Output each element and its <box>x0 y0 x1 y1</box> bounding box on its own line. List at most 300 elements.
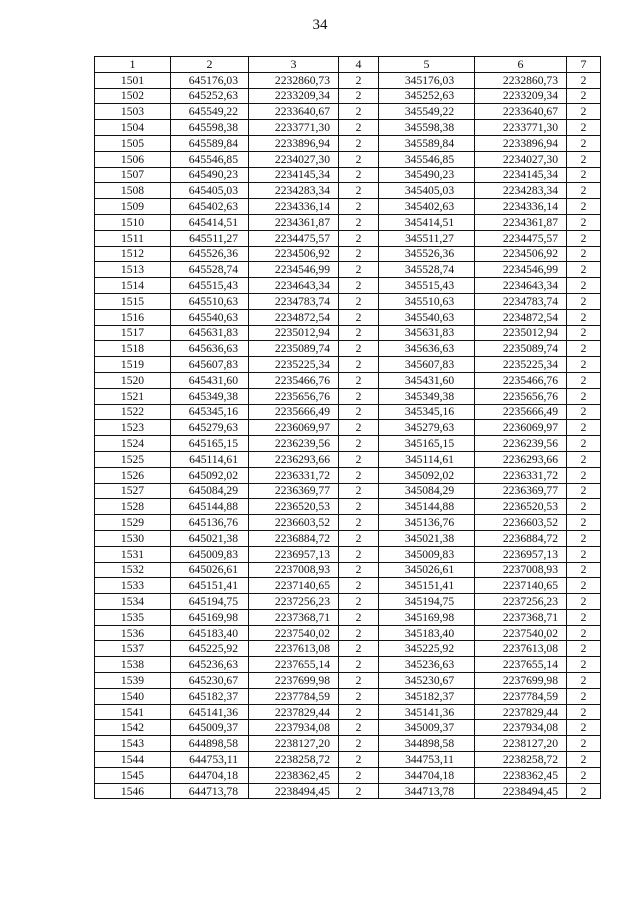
y-coordinate-alt-cell: 2233771,30 <box>475 120 567 136</box>
x-coordinate-alt-cell: 345165,15 <box>379 436 475 452</box>
x-coordinate-cell: 645225,92 <box>171 641 249 657</box>
method-cell: 2 <box>567 467 601 483</box>
method-cell: 2 <box>567 752 601 768</box>
y-coordinate-alt-cell: 2237784,59 <box>475 688 567 704</box>
x-coordinate-alt-cell: 345345,16 <box>379 404 475 420</box>
table-row <box>95 752 601 768</box>
accuracy-class-cell: 2 <box>339 625 379 641</box>
x-coordinate-alt-cell: 345526,36 <box>379 246 475 262</box>
method-cell: 2 <box>567 341 601 357</box>
accuracy-class-cell: 2 <box>339 704 379 720</box>
y-coordinate-cell: 2236884,72 <box>249 530 339 546</box>
table-row <box>95 104 601 120</box>
method-cell: 2 <box>567 530 601 546</box>
y-coordinate-cell: 2234506,92 <box>249 246 339 262</box>
point-number-cell: 1540 <box>95 688 171 704</box>
accuracy-class-cell: 2 <box>339 546 379 562</box>
table-row <box>95 436 601 452</box>
y-coordinate-cell: 2233209,34 <box>249 88 339 104</box>
accuracy-class-cell: 2 <box>339 372 379 388</box>
table-row <box>95 578 601 594</box>
point-number-cell: 1504 <box>95 120 171 136</box>
y-coordinate-alt-cell: 2237655,14 <box>475 657 567 673</box>
y-coordinate-cell: 2236293,66 <box>249 451 339 467</box>
accuracy-class-cell: 2 <box>339 436 379 452</box>
accuracy-class-cell: 2 <box>339 515 379 531</box>
x-coordinate-cell: 645546,85 <box>171 151 249 167</box>
y-coordinate-cell: 2234283,34 <box>249 183 339 199</box>
method-cell: 2 <box>567 499 601 515</box>
y-coordinate-alt-cell: 2238362,45 <box>475 767 567 783</box>
table-row <box>95 515 601 531</box>
accuracy-class-cell: 2 <box>339 609 379 625</box>
method-cell: 2 <box>567 546 601 562</box>
accuracy-class-cell: 2 <box>339 767 379 783</box>
accuracy-class-cell: 2 <box>339 420 379 436</box>
x-coordinate-cell: 645144,88 <box>171 499 249 515</box>
x-coordinate-cell: 645414,51 <box>171 214 249 230</box>
accuracy-class-cell: 2 <box>339 467 379 483</box>
y-coordinate-alt-cell: 2236520,53 <box>475 499 567 515</box>
point-number-cell: 1535 <box>95 609 171 625</box>
x-coordinate-alt-cell: 345151,41 <box>379 578 475 594</box>
x-coordinate-cell: 645528,74 <box>171 262 249 278</box>
accuracy-class-cell: 2 <box>339 341 379 357</box>
method-cell: 2 <box>567 357 601 373</box>
column-header: 4 <box>339 57 379 73</box>
x-coordinate-cell: 645141,36 <box>171 704 249 720</box>
accuracy-class-cell: 2 <box>339 499 379 515</box>
y-coordinate-cell: 2234361,87 <box>249 214 339 230</box>
y-coordinate-alt-cell: 2236603,52 <box>475 515 567 531</box>
table-row <box>95 167 601 183</box>
accuracy-class-cell: 2 <box>339 309 379 325</box>
table-row <box>95 388 601 404</box>
y-coordinate-cell: 2237699,98 <box>249 673 339 689</box>
point-number-cell: 1510 <box>95 214 171 230</box>
x-coordinate-alt-cell: 345279,63 <box>379 420 475 436</box>
accuracy-class-cell: 2 <box>339 293 379 309</box>
point-number-cell: 1509 <box>95 199 171 215</box>
accuracy-class-cell: 2 <box>339 530 379 546</box>
method-cell: 2 <box>567 673 601 689</box>
table-row <box>95 309 601 325</box>
x-coordinate-alt-cell: 345515,43 <box>379 278 475 294</box>
y-coordinate-cell: 2234336,14 <box>249 199 339 215</box>
table-row <box>95 372 601 388</box>
method-cell: 2 <box>567 594 601 610</box>
point-number-cell: 1503 <box>95 104 171 120</box>
point-number-cell: 1508 <box>95 183 171 199</box>
accuracy-class-cell: 2 <box>339 325 379 341</box>
point-number-cell: 1505 <box>95 135 171 151</box>
table-row <box>95 451 601 467</box>
point-number-cell: 1525 <box>95 451 171 467</box>
column-header: 5 <box>379 57 475 73</box>
point-number-cell: 1516 <box>95 309 171 325</box>
method-cell: 2 <box>567 230 601 246</box>
y-coordinate-alt-cell: 2235089,74 <box>475 341 567 357</box>
y-coordinate-cell: 2234027,30 <box>249 151 339 167</box>
point-number-cell: 1533 <box>95 578 171 594</box>
method-cell: 2 <box>567 183 601 199</box>
method-cell: 2 <box>567 214 601 230</box>
y-coordinate-cell: 2234546,99 <box>249 262 339 278</box>
method-cell: 2 <box>567 783 601 799</box>
x-coordinate-alt-cell: 345528,74 <box>379 262 475 278</box>
x-coordinate-cell: 645510,63 <box>171 293 249 309</box>
point-number-cell: 1523 <box>95 420 171 436</box>
table-header-row <box>95 57 601 73</box>
accuracy-class-cell: 2 <box>339 120 379 136</box>
accuracy-class-cell: 2 <box>339 657 379 673</box>
y-coordinate-alt-cell: 2234506,92 <box>475 246 567 262</box>
point-number-cell: 1543 <box>95 736 171 752</box>
y-coordinate-cell: 2238127,20 <box>249 736 339 752</box>
x-coordinate-cell: 645009,83 <box>171 546 249 562</box>
method-cell: 2 <box>567 688 601 704</box>
table-row <box>95 293 601 309</box>
x-coordinate-alt-cell: 344898,58 <box>379 736 475 752</box>
accuracy-class-cell: 2 <box>339 641 379 657</box>
point-number-cell: 1531 <box>95 546 171 562</box>
point-number-cell: 1515 <box>95 293 171 309</box>
accuracy-class-cell: 2 <box>339 151 379 167</box>
page-number: 34 <box>312 17 328 33</box>
y-coordinate-alt-cell: 2234643,34 <box>475 278 567 294</box>
table-row <box>95 546 601 562</box>
y-coordinate-alt-cell: 2234027,30 <box>475 151 567 167</box>
method-cell: 2 <box>567 436 601 452</box>
table-row <box>95 736 601 752</box>
table-row <box>95 530 601 546</box>
x-coordinate-cell: 645345,16 <box>171 404 249 420</box>
x-coordinate-alt-cell: 345511,27 <box>379 230 475 246</box>
method-cell: 2 <box>567 135 601 151</box>
table-row <box>95 704 601 720</box>
point-number-cell: 1519 <box>95 357 171 373</box>
x-coordinate-cell: 644704,18 <box>171 767 249 783</box>
y-coordinate-alt-cell: 2235466,76 <box>475 372 567 388</box>
x-coordinate-alt-cell: 345405,03 <box>379 183 475 199</box>
x-coordinate-cell: 645136,76 <box>171 515 249 531</box>
accuracy-class-cell: 2 <box>339 72 379 88</box>
accuracy-class-cell: 2 <box>339 562 379 578</box>
y-coordinate-cell: 2233640,67 <box>249 104 339 120</box>
table-row <box>95 230 601 246</box>
y-coordinate-alt-cell: 2237008,93 <box>475 562 567 578</box>
y-coordinate-cell: 2234145,34 <box>249 167 339 183</box>
y-coordinate-cell: 2237655,14 <box>249 657 339 673</box>
y-coordinate-alt-cell: 2233896,94 <box>475 135 567 151</box>
point-number-cell: 1511 <box>95 230 171 246</box>
x-coordinate-cell: 644753,11 <box>171 752 249 768</box>
y-coordinate-cell: 2236957,13 <box>249 546 339 562</box>
table-row <box>95 262 601 278</box>
method-cell: 2 <box>567 609 601 625</box>
y-coordinate-cell: 2236603,52 <box>249 515 339 531</box>
x-coordinate-alt-cell: 345252,63 <box>379 88 475 104</box>
x-coordinate-alt-cell: 345510,63 <box>379 293 475 309</box>
accuracy-class-cell: 2 <box>339 230 379 246</box>
point-number-cell: 1527 <box>95 483 171 499</box>
x-coordinate-cell: 645182,37 <box>171 688 249 704</box>
y-coordinate-alt-cell: 2236239,56 <box>475 436 567 452</box>
method-cell: 2 <box>567 293 601 309</box>
method-cell: 2 <box>567 515 601 531</box>
y-coordinate-cell: 2238258,72 <box>249 752 339 768</box>
table-row <box>95 673 601 689</box>
y-coordinate-alt-cell: 2236884,72 <box>475 530 567 546</box>
x-coordinate-alt-cell: 345169,98 <box>379 609 475 625</box>
x-coordinate-cell: 645549,22 <box>171 104 249 120</box>
x-coordinate-cell: 645431,60 <box>171 372 249 388</box>
method-cell: 2 <box>567 720 601 736</box>
x-coordinate-cell: 645084,29 <box>171 483 249 499</box>
x-coordinate-cell: 645194,75 <box>171 594 249 610</box>
point-number-cell: 1534 <box>95 594 171 610</box>
table-row <box>95 341 601 357</box>
x-coordinate-cell: 645636,63 <box>171 341 249 357</box>
point-number-cell: 1521 <box>95 388 171 404</box>
accuracy-class-cell: 2 <box>339 183 379 199</box>
y-coordinate-cell: 2235012,94 <box>249 325 339 341</box>
y-coordinate-cell: 2237008,93 <box>249 562 339 578</box>
method-cell: 2 <box>567 262 601 278</box>
x-coordinate-alt-cell: 345349,38 <box>379 388 475 404</box>
method-cell: 2 <box>567 420 601 436</box>
table-row <box>95 625 601 641</box>
accuracy-class-cell: 2 <box>339 783 379 799</box>
x-coordinate-alt-cell: 345546,85 <box>379 151 475 167</box>
table-row <box>95 767 601 783</box>
accuracy-class-cell: 2 <box>339 214 379 230</box>
y-coordinate-cell: 2237256,23 <box>249 594 339 610</box>
accuracy-class-cell: 2 <box>339 246 379 262</box>
y-coordinate-cell: 2233771,30 <box>249 120 339 136</box>
method-cell: 2 <box>567 704 601 720</box>
table-row <box>95 135 601 151</box>
x-coordinate-alt-cell: 345009,83 <box>379 546 475 562</box>
table-row <box>95 657 601 673</box>
point-number-cell: 1537 <box>95 641 171 657</box>
column-header: 3 <box>249 57 339 73</box>
x-coordinate-alt-cell: 345607,83 <box>379 357 475 373</box>
accuracy-class-cell: 2 <box>339 262 379 278</box>
point-number-cell: 1502 <box>95 88 171 104</box>
method-cell: 2 <box>567 167 601 183</box>
point-number-cell: 1539 <box>95 673 171 689</box>
x-coordinate-cell: 645176,03 <box>171 72 249 88</box>
x-coordinate-alt-cell: 345136,76 <box>379 515 475 531</box>
x-coordinate-alt-cell: 345092,02 <box>379 467 475 483</box>
point-number-cell: 1544 <box>95 752 171 768</box>
method-cell: 2 <box>567 120 601 136</box>
method-cell: 2 <box>567 199 601 215</box>
x-coordinate-cell: 645230,67 <box>171 673 249 689</box>
accuracy-class-cell: 2 <box>339 752 379 768</box>
accuracy-class-cell: 2 <box>339 357 379 373</box>
point-number-cell: 1501 <box>95 72 171 88</box>
point-number-cell: 1541 <box>95 704 171 720</box>
accuracy-class-cell: 2 <box>339 88 379 104</box>
column-header: 1 <box>95 57 171 73</box>
x-coordinate-alt-cell: 345549,22 <box>379 104 475 120</box>
y-coordinate-cell: 2238494,45 <box>249 783 339 799</box>
y-coordinate-cell: 2234872,54 <box>249 309 339 325</box>
y-coordinate-alt-cell: 2234872,54 <box>475 309 567 325</box>
y-coordinate-cell: 2237934,08 <box>249 720 339 736</box>
y-coordinate-cell: 2232860,73 <box>249 72 339 88</box>
x-coordinate-cell: 645598,38 <box>171 120 249 136</box>
x-coordinate-cell: 645021,38 <box>171 530 249 546</box>
y-coordinate-alt-cell: 2237368,71 <box>475 609 567 625</box>
y-coordinate-alt-cell: 2237934,08 <box>475 720 567 736</box>
table-row <box>95 783 601 799</box>
x-coordinate-alt-cell: 345026,61 <box>379 562 475 578</box>
x-coordinate-cell: 645526,36 <box>171 246 249 262</box>
table-row <box>95 357 601 373</box>
method-cell: 2 <box>567 767 601 783</box>
y-coordinate-alt-cell: 2234361,87 <box>475 214 567 230</box>
x-coordinate-cell: 645092,02 <box>171 467 249 483</box>
x-coordinate-cell: 645151,41 <box>171 578 249 594</box>
x-coordinate-cell: 645402,63 <box>171 199 249 215</box>
x-coordinate-alt-cell: 345631,83 <box>379 325 475 341</box>
table-row <box>95 88 601 104</box>
y-coordinate-alt-cell: 2234546,99 <box>475 262 567 278</box>
table-row <box>95 720 601 736</box>
x-coordinate-alt-cell: 344753,11 <box>379 752 475 768</box>
point-number-cell: 1524 <box>95 436 171 452</box>
x-coordinate-cell: 645490,23 <box>171 167 249 183</box>
accuracy-class-cell: 2 <box>339 104 379 120</box>
point-number-cell: 1538 <box>95 657 171 673</box>
table-row <box>95 688 601 704</box>
x-coordinate-cell: 645349,38 <box>171 388 249 404</box>
x-coordinate-alt-cell: 345084,29 <box>379 483 475 499</box>
y-coordinate-alt-cell: 2236331,72 <box>475 467 567 483</box>
y-coordinate-cell: 2237784,59 <box>249 688 339 704</box>
x-coordinate-alt-cell: 345236,63 <box>379 657 475 673</box>
column-header: 2 <box>171 57 249 73</box>
method-cell: 2 <box>567 625 601 641</box>
table-row <box>95 641 601 657</box>
y-coordinate-alt-cell: 2235012,94 <box>475 325 567 341</box>
x-coordinate-alt-cell: 345230,67 <box>379 673 475 689</box>
point-number-cell: 1546 <box>95 783 171 799</box>
method-cell: 2 <box>567 736 601 752</box>
table-row <box>95 151 601 167</box>
method-cell: 2 <box>567 278 601 294</box>
x-coordinate-alt-cell: 345431,60 <box>379 372 475 388</box>
x-coordinate-cell: 645236,63 <box>171 657 249 673</box>
table-row <box>95 199 601 215</box>
y-coordinate-cell: 2236520,53 <box>249 499 339 515</box>
x-coordinate-alt-cell: 345144,88 <box>379 499 475 515</box>
table-row <box>95 594 601 610</box>
x-coordinate-alt-cell: 344704,18 <box>379 767 475 783</box>
point-number-cell: 1507 <box>95 167 171 183</box>
table-row <box>95 278 601 294</box>
x-coordinate-alt-cell: 345402,63 <box>379 199 475 215</box>
x-coordinate-alt-cell: 344713,78 <box>379 783 475 799</box>
point-number-cell: 1514 <box>95 278 171 294</box>
accuracy-class-cell: 2 <box>339 673 379 689</box>
method-cell: 2 <box>567 578 601 594</box>
x-coordinate-alt-cell: 345540,63 <box>379 309 475 325</box>
y-coordinate-alt-cell: 2238258,72 <box>475 752 567 768</box>
accuracy-class-cell: 2 <box>339 594 379 610</box>
x-coordinate-alt-cell: 345490,23 <box>379 167 475 183</box>
method-cell: 2 <box>567 72 601 88</box>
method-cell: 2 <box>567 309 601 325</box>
x-coordinate-alt-cell: 345194,75 <box>379 594 475 610</box>
accuracy-class-cell: 2 <box>339 199 379 215</box>
x-coordinate-alt-cell: 345183,40 <box>379 625 475 641</box>
x-coordinate-cell: 645405,03 <box>171 183 249 199</box>
method-cell: 2 <box>567 388 601 404</box>
x-coordinate-cell: 645114,61 <box>171 451 249 467</box>
accuracy-class-cell: 2 <box>339 483 379 499</box>
y-coordinate-alt-cell: 2236957,13 <box>475 546 567 562</box>
accuracy-class-cell: 2 <box>339 404 379 420</box>
y-coordinate-alt-cell: 2234283,34 <box>475 183 567 199</box>
x-coordinate-alt-cell: 345225,92 <box>379 641 475 657</box>
y-coordinate-cell: 2234475,57 <box>249 230 339 246</box>
method-cell: 2 <box>567 88 601 104</box>
method-cell: 2 <box>567 451 601 467</box>
y-coordinate-cell: 2235225,34 <box>249 357 339 373</box>
table-row <box>95 562 601 578</box>
table-body <box>95 72 601 799</box>
x-coordinate-cell: 645026,61 <box>171 562 249 578</box>
method-cell: 2 <box>567 104 601 120</box>
point-number-cell: 1532 <box>95 562 171 578</box>
y-coordinate-cell: 2236331,72 <box>249 467 339 483</box>
point-number-cell: 1529 <box>95 515 171 531</box>
x-coordinate-alt-cell: 345182,37 <box>379 688 475 704</box>
y-coordinate-cell: 2236369,77 <box>249 483 339 499</box>
method-cell: 2 <box>567 483 601 499</box>
point-number-cell: 1512 <box>95 246 171 262</box>
y-coordinate-cell: 2237829,44 <box>249 704 339 720</box>
point-number-cell: 1520 <box>95 372 171 388</box>
x-coordinate-cell: 645511,27 <box>171 230 249 246</box>
y-coordinate-alt-cell: 2232860,73 <box>475 72 567 88</box>
accuracy-class-cell: 2 <box>339 736 379 752</box>
method-cell: 2 <box>567 657 601 673</box>
table-row <box>95 483 601 499</box>
x-coordinate-cell: 645540,63 <box>171 309 249 325</box>
table-row <box>95 609 601 625</box>
method-cell: 2 <box>567 246 601 262</box>
y-coordinate-cell: 2237540,02 <box>249 625 339 641</box>
y-coordinate-alt-cell: 2234475,57 <box>475 230 567 246</box>
point-number-cell: 1526 <box>95 467 171 483</box>
column-header: 7 <box>567 57 601 73</box>
y-coordinate-alt-cell: 2237256,23 <box>475 594 567 610</box>
table-row <box>95 72 601 88</box>
table-row <box>95 183 601 199</box>
table-row <box>95 246 601 262</box>
x-coordinate-alt-cell: 345414,51 <box>379 214 475 230</box>
x-coordinate-alt-cell: 345009,37 <box>379 720 475 736</box>
x-coordinate-alt-cell: 345636,63 <box>379 341 475 357</box>
point-number-cell: 1513 <box>95 262 171 278</box>
point-number-cell: 1528 <box>95 499 171 515</box>
point-number-cell: 1536 <box>95 625 171 641</box>
